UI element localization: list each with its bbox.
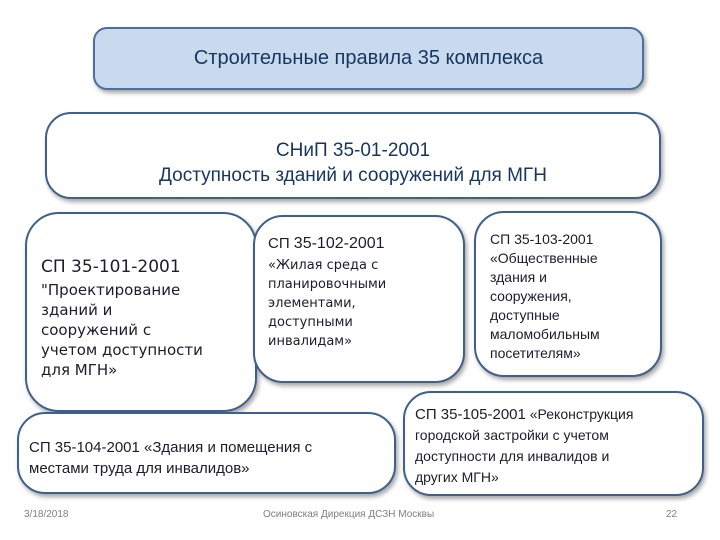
description-line: доступными xyxy=(268,315,353,330)
description-line: доступности для инвалидов и xyxy=(415,448,610,464)
description-line: городской застройки с учетом xyxy=(415,427,609,443)
sp-35-101-description xyxy=(41,280,255,380)
main-norm-code: СНиП 35-01-2001 xyxy=(275,140,431,161)
description-line: других МГН» xyxy=(415,469,499,485)
sp-35-104-box xyxy=(17,412,396,494)
description-line: «Жилая среда с xyxy=(268,258,379,273)
description-line: «Общественные xyxy=(490,250,598,266)
main-norm-name: Доступность зданий и сооружений для МГН xyxy=(159,165,547,186)
description-line: планировочными xyxy=(268,277,387,292)
description-line: зданий и xyxy=(41,301,113,319)
footer-page-number: 22 xyxy=(666,509,678,520)
description-line: элементами, xyxy=(268,296,356,311)
description-line: доступные xyxy=(490,307,560,323)
description-line: здания и xyxy=(490,269,547,285)
sp-35-104-line: СП 35-104-2001 «Здания и помещения с xyxy=(29,439,313,456)
main-norm-box xyxy=(45,112,661,199)
page-title: Строительные правила 35 комплекса xyxy=(193,47,544,69)
sp-35-101-box xyxy=(25,212,257,412)
sp-35-103-box xyxy=(474,211,662,377)
sp-35-105-first-line xyxy=(415,404,702,425)
sp-35-102-code xyxy=(268,233,463,254)
description-line: сооружений с xyxy=(41,321,152,339)
description-line: сооружения, xyxy=(490,288,572,304)
description-line: "Проектирование xyxy=(41,281,181,299)
sp-35-103-description xyxy=(490,249,660,363)
sp-35-103-code: СП 35-103-2001 xyxy=(490,231,594,247)
sp-35-105-box xyxy=(403,391,704,496)
sp-35-102-description xyxy=(268,256,463,351)
description-line: «Реконструкция xyxy=(529,406,634,422)
sp-35-102-code-prefix: СП xyxy=(268,235,290,252)
description-line: для МГН» xyxy=(41,361,118,379)
sp-35-104-line: местами труда для инвалидов» xyxy=(29,460,250,477)
footer-date: 3/18/2018 xyxy=(24,509,69,520)
footer-organization: Осиновская Дирекция ДСЗН Москвы xyxy=(263,509,435,520)
description-line: инвалидам» xyxy=(268,334,353,349)
description-line: учетом доступности xyxy=(41,341,203,359)
sp-35-102-box xyxy=(253,215,465,383)
description-line: посетителям» xyxy=(490,345,581,361)
description-line: маломобильным xyxy=(490,326,600,342)
sp-35-101-code: СП 35-101-2001 xyxy=(41,257,181,277)
sp-35-105-code: СП 35-105-2001 xyxy=(415,406,526,423)
title-box xyxy=(93,27,644,90)
sp-35-102-code-number: 35-102-2001 xyxy=(293,235,385,252)
